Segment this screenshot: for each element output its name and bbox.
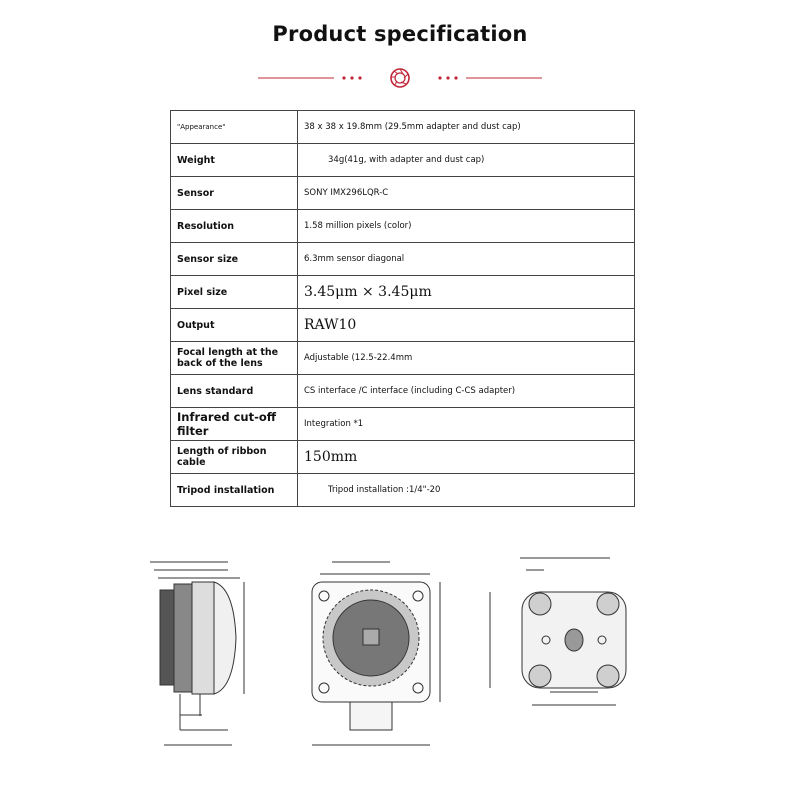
spec-label-tripod: Tripod installation [171,474,298,507]
title-decoration [0,68,800,88]
spec-label-output: Output [171,309,298,342]
table-row [171,342,635,375]
spec-value-sensor-size: 6.3mm sensor diagonal [298,243,635,276]
spec-label-appearance: "Appearance" [171,111,298,144]
spec-label-resolution: Resolution [171,210,298,243]
front-view-drawing [312,562,440,745]
spec-label-sensor: Sensor [171,177,298,210]
table-row [171,111,635,144]
spec-value-weight: 34g(41g, with adapter and dust cap) [298,144,635,177]
spec-value-resolution: 1.58 million pixels (color) [298,210,635,243]
table-row [171,375,635,408]
spec-value-ir-filter: Integration *1 [298,408,635,441]
spec-value-ribbon-cable: 150mm [298,441,635,474]
spec-label-sensor-size: Sensor size [171,243,298,276]
spec-value-output: RAW10 [298,309,635,342]
spec-value-lens-standard: CS interface /C interface (including C-CS adapter) [298,375,635,408]
table-row [171,276,635,309]
spec-label-pixel-size: Pixel size [171,276,298,309]
table-row [171,243,635,276]
spec-value-pixel-size: 3.45μm × 3.45μm [298,276,635,309]
spec-value-focal-length: Adjustable (12.5-22.4mm [298,342,635,375]
spec-value-appearance: 38 x 38 x 19.8mm (29.5mm adapter and dust cap) [298,111,635,144]
page-title: Product specification [272,22,528,46]
table-row [171,177,635,210]
table-row [171,144,635,177]
dimension-drawings-svg [140,540,660,770]
spec-label-focal-length: Focal length at the back of the lens [171,342,298,375]
spec-value-tripod: Tripod installation :1/4"-20 [298,474,635,507]
spec-value-sensor: SONY IMX296LQR-C [298,177,635,210]
dimension-drawings [140,540,660,770]
spec-label-ribbon-cable: Length of ribbon cable [171,441,298,474]
aperture-icon [391,69,409,87]
table-row [171,309,635,342]
side-view-drawing [150,562,244,745]
raspberry-logo-icon [565,629,583,651]
table-row [171,408,635,441]
spec-label-lens-standard: Lens standard [171,375,298,408]
table-row [171,210,635,243]
table-row [171,441,635,474]
back-view-drawing [490,558,626,705]
spec-table [170,110,635,507]
table-row [171,474,635,507]
spec-label-weight: Weight [171,144,298,177]
spec-label-ir-filter: Infrared cut-off filter [171,408,298,441]
